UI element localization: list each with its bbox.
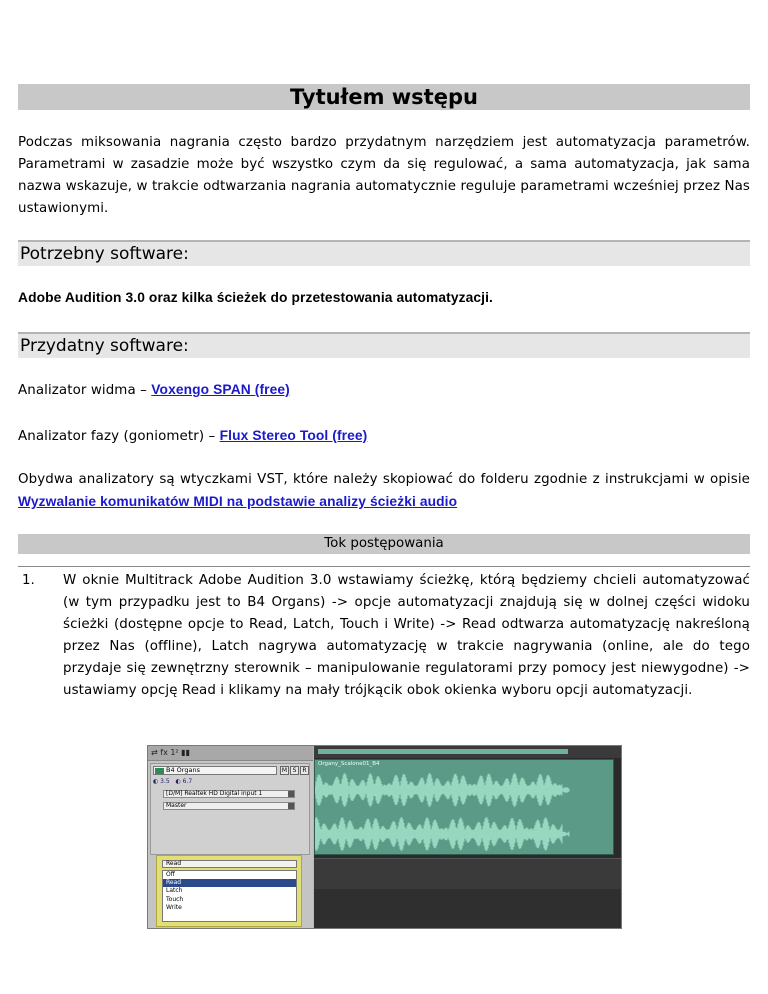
- automation-option-touch[interactable]: Touch: [166, 895, 184, 903]
- solo-button[interactable]: S: [290, 766, 299, 775]
- waveform-channel-1: [315, 773, 569, 807]
- page-title: Tytułem wstępu: [18, 84, 750, 110]
- list-item: [18, 570, 750, 702]
- automation-option-off[interactable]: Off: [166, 871, 175, 878]
- automation-mode-dropdown: [162, 870, 297, 922]
- volume-value: 3.5: [160, 778, 170, 785]
- timeline-range-bar[interactable]: [318, 749, 568, 754]
- clip-label: Organy_Scalone01_B4: [318, 761, 380, 767]
- track-controls-panel: [148, 746, 313, 929]
- useful-software-heading: Przydatny software:: [18, 332, 750, 358]
- record-button[interactable]: R: [300, 766, 309, 775]
- procedure-divider: [18, 566, 750, 567]
- input-arrow-icon: [288, 791, 294, 797]
- volume-knob-icon[interactable]: ◐: [153, 778, 159, 785]
- waveform: [315, 768, 615, 856]
- automation-option-read[interactable]: Read: [163, 879, 296, 887]
- required-software-text: Adobe Audition 3.0 oraz kilka ścieżek do przetestowania automatyzacji.: [18, 290, 493, 305]
- waveform-channel-2: [315, 817, 569, 851]
- automation-option-write[interactable]: Write: [166, 903, 182, 911]
- track-name-label: B4 Organs: [166, 766, 200, 774]
- procedure-heading: Tok postępowania: [18, 534, 750, 554]
- timeline-panel: [314, 746, 622, 929]
- output-select[interactable]: [163, 802, 295, 810]
- pan-knob-icon[interactable]: ◐: [175, 778, 181, 785]
- voxengo-span-link[interactable]: Voxengo SPAN (free): [151, 382, 290, 397]
- knob-row: [153, 778, 192, 785]
- output-label: Master: [166, 802, 187, 809]
- vst-note-text: Obydwa analizatory są wtyczkami VST, które należy skopiować do folderu zgodnie z instrukcjami w opisie: [18, 472, 750, 487]
- input-label: [D/M] Realtek HD Digital input 1: [166, 790, 263, 797]
- automation-option-latch[interactable]: Latch: [166, 887, 183, 895]
- spectrum-analyzer-label: Analizator widma –: [18, 383, 152, 398]
- automation-mode-select[interactable]: [162, 860, 297, 868]
- midi-trigger-link[interactable]: Wyzwalanie komunikatów MIDI na podstawie analizy ścieżki audio: [18, 494, 458, 509]
- automation-lane: [314, 859, 622, 889]
- pan-value: 6.7: [182, 778, 193, 785]
- audition-screenshot: [147, 745, 622, 929]
- intro-paragraph: Podczas miksowania nagrania często bardzo przydatnym narzędziem jest automatyzacja parametrów. Parametrami w zasadzie może być wszystko czym da się regulować, a sama automatyzacja, jak sama nazwa wskazuje, w trakcie odtwarzania nagrania automatycznie reguluje parametrami wcześniej przez Nas ustawionymi.: [18, 135, 750, 216]
- next-track-area: [314, 858, 622, 929]
- track-toolbar: ⇄ fx 1² ▮▮: [148, 746, 313, 761]
- timeline-ruler[interactable]: [314, 746, 622, 758]
- audio-clip[interactable]: [314, 759, 614, 855]
- required-software-heading: Potrzebny software:: [18, 240, 750, 266]
- track-header: [150, 763, 310, 855]
- phase-analyzer-line: [18, 425, 750, 448]
- list-item-text: W oknie Multitrack Adobe Audition 3.0 wstawiamy ścieżkę, którą będziemy chcieli automatyzować (w tym przypadku jest to B4 Organs) -> opcje automatyzacji znajdują się w dolnej części widoku ścieżki (dostępne opcje to Read, Latch, Touch i Write) -> Read odtwarza automatyzację nakreśloną przez Nas (offline), Latch nagrywa automatyzację w trakcie nagrywania (online, ale do tego przydaje się zewnętrzny sterownik – manipulowanie regulatorami przy pomocy jest niewygodne) -> ustawiamy opcję Read i klikamy na mały trójkącik obok okienka wyboru opcji automatyzacji.: [63, 573, 750, 698]
- track-name-field[interactable]: [153, 766, 277, 775]
- mute-button[interactable]: M: [281, 767, 288, 774]
- flux-stereo-tool-link[interactable]: Flux Stereo Tool (free): [219, 428, 368, 443]
- list-item-number: 1.: [22, 573, 35, 588]
- phase-analyzer-label: Analizator fazy (goniometr) –: [18, 429, 220, 444]
- automation-mode-value: Read: [166, 860, 182, 867]
- output-arrow-icon: [288, 803, 294, 809]
- input-select[interactable]: [163, 790, 295, 798]
- vst-note-paragraph: [18, 469, 750, 514]
- spectrum-analyzer-line: [18, 379, 750, 402]
- track-color-icon: [155, 768, 164, 774]
